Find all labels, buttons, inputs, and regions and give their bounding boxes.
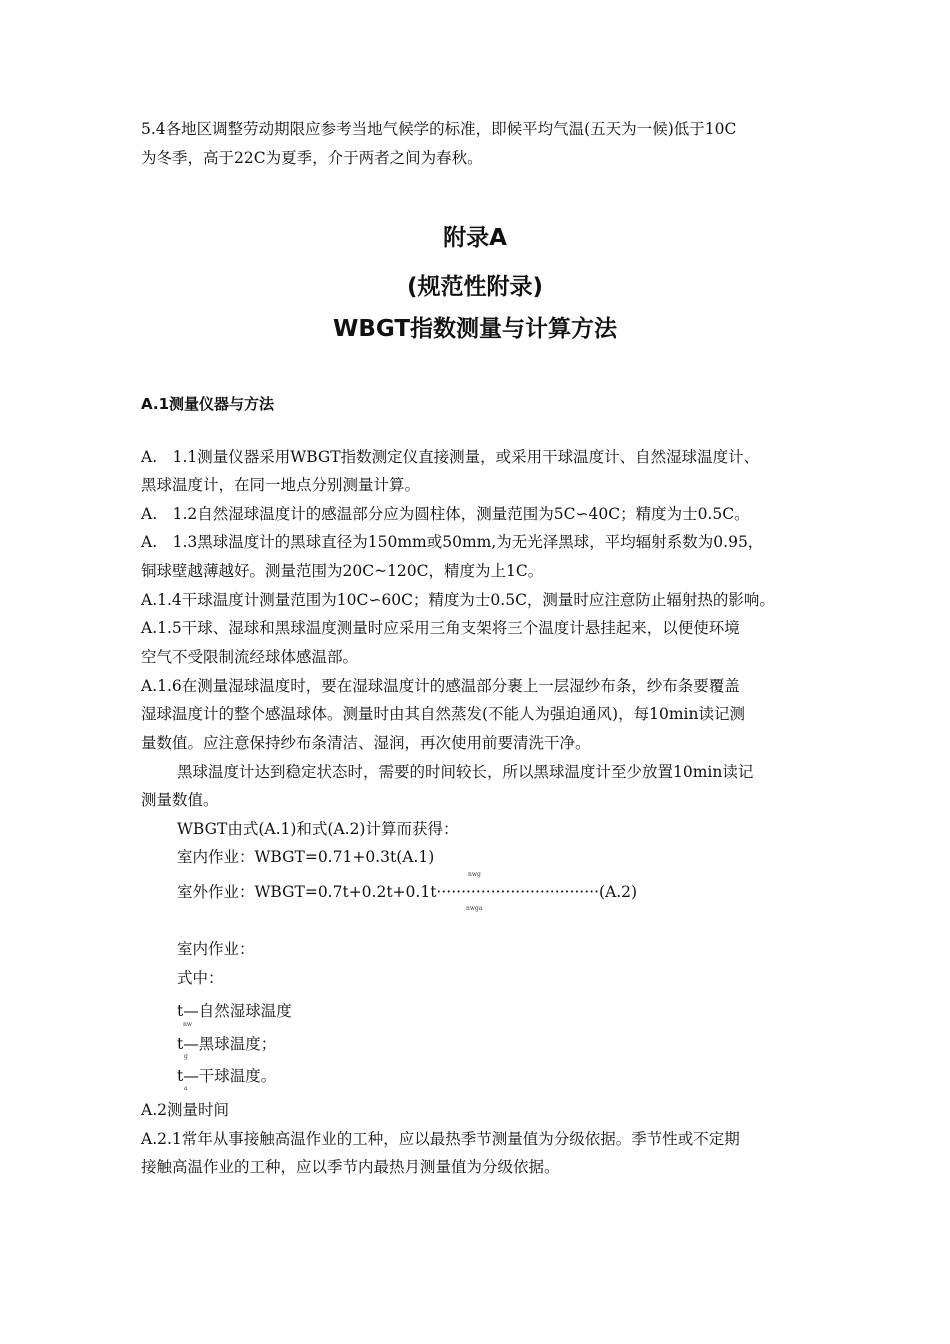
section-a2-heading: A.2测量时间 [141,1101,229,1119]
paragraph-5-4-line1: 5.4各地区调整劳动期限应参考当地气候学的标准，即候平均气温(五天为一候)低于10C [141,120,737,138]
subscript-a: a [184,1085,188,1092]
subscript-nwg: nwg [468,871,481,878]
appendix-subtitle: (规范性附录) [406,274,544,300]
indoor-label: 室内作业： [177,940,255,958]
a111-line2: 黑球温度计，在同一地点分别测量计算。 [141,476,421,494]
a21-line1: A.2.1常年从事接触高温作业的工种，应以最热季节测量值为分级依据。季节性或不定期 [141,1130,740,1148]
where-label: 式中： [177,969,224,987]
section-a1-heading: A.1测量仪器与方法 [141,395,275,413]
paragraph-5-4-line2: 为冬季，高于22C为夏季，介于两者之间为春秋。 [141,149,483,167]
appendix-name: WBGT指数测量与计算方法 [332,316,618,342]
outdoor-formula: 室外作业：WBGT=0.7t+0.2t+0.1t·································(A.2) [177,883,638,901]
a21-line2: 接触高温作业的工种，应以季节内最热月测量值为分级依据。 [141,1158,560,1176]
subscript-nw: nw [183,1021,192,1028]
black-globe-line2: 测量数值。 [141,791,219,809]
a115-line2: 空气不受限制流经球体感温部。 [141,648,359,666]
definition-t-a: t—干球温度。 [177,1067,277,1085]
appendix-title: 附录A [443,225,507,251]
a116-line2: 湿球温度计的整个感温球体。测量时由其自然蒸发(不能人为强迫通风)，每10min读记测 [141,705,745,723]
subscript-g: g [184,1053,188,1060]
a113-line2: 铜球壁越薄越好。测量范围为20C~120C，精度为上1C。 [141,562,544,580]
definition-t-nw: t—自然湿球温度 [177,1002,292,1020]
definition-t-g: t—黑球温度； [177,1035,277,1053]
subscript-nwga: nwga [466,905,483,912]
a116-line1: A.1.6在测量湿球温度时，要在湿球温度计的感温部分裹上一层湿纱布条，纱布条要覆盖 [141,677,740,695]
a111-line1: A. 1.1测量仪器采用WBGT指数测定仪直接测量，或采用干球温度计、自然湿球温度计、 [141,448,760,466]
black-globe-line1: 黑球温度计达到稳定状态时，需要的时间较长，所以黑球温度计至少放置10min读记 [177,763,754,781]
a114-line1: A.1.4干球温度计测量范围为10C∽60C；精度为士0.5C，测量时应注意防止辐射热的影响。 [141,591,775,609]
indoor-formula: 室内作业：WBGT=0.71+0.3t(A.1) [177,848,435,866]
a116-line3: 量数值。应注意保持纱布条清洁、湿润，再次使用前要清洗干净。 [141,734,591,752]
a113-line1: A. 1.3黑球温度计的黑球直径为150mm或50mm,为无光泽黑球，平均辐射系数为0.95， [141,533,764,551]
a112-line1: A. 1.2自然湿球温度计的感温部分应为圆柱体，测量范围为5C∽40C；精度为士0.5C。 [141,505,750,523]
calc-intro: WBGT由式(A.1)和式(A.2)计算而获得： [177,820,459,838]
a115-line1: A.1.5干球、湿球和黑球温度测量时应采用三角支架将三个温度计悬挂起来，以便使环境 [141,619,740,637]
